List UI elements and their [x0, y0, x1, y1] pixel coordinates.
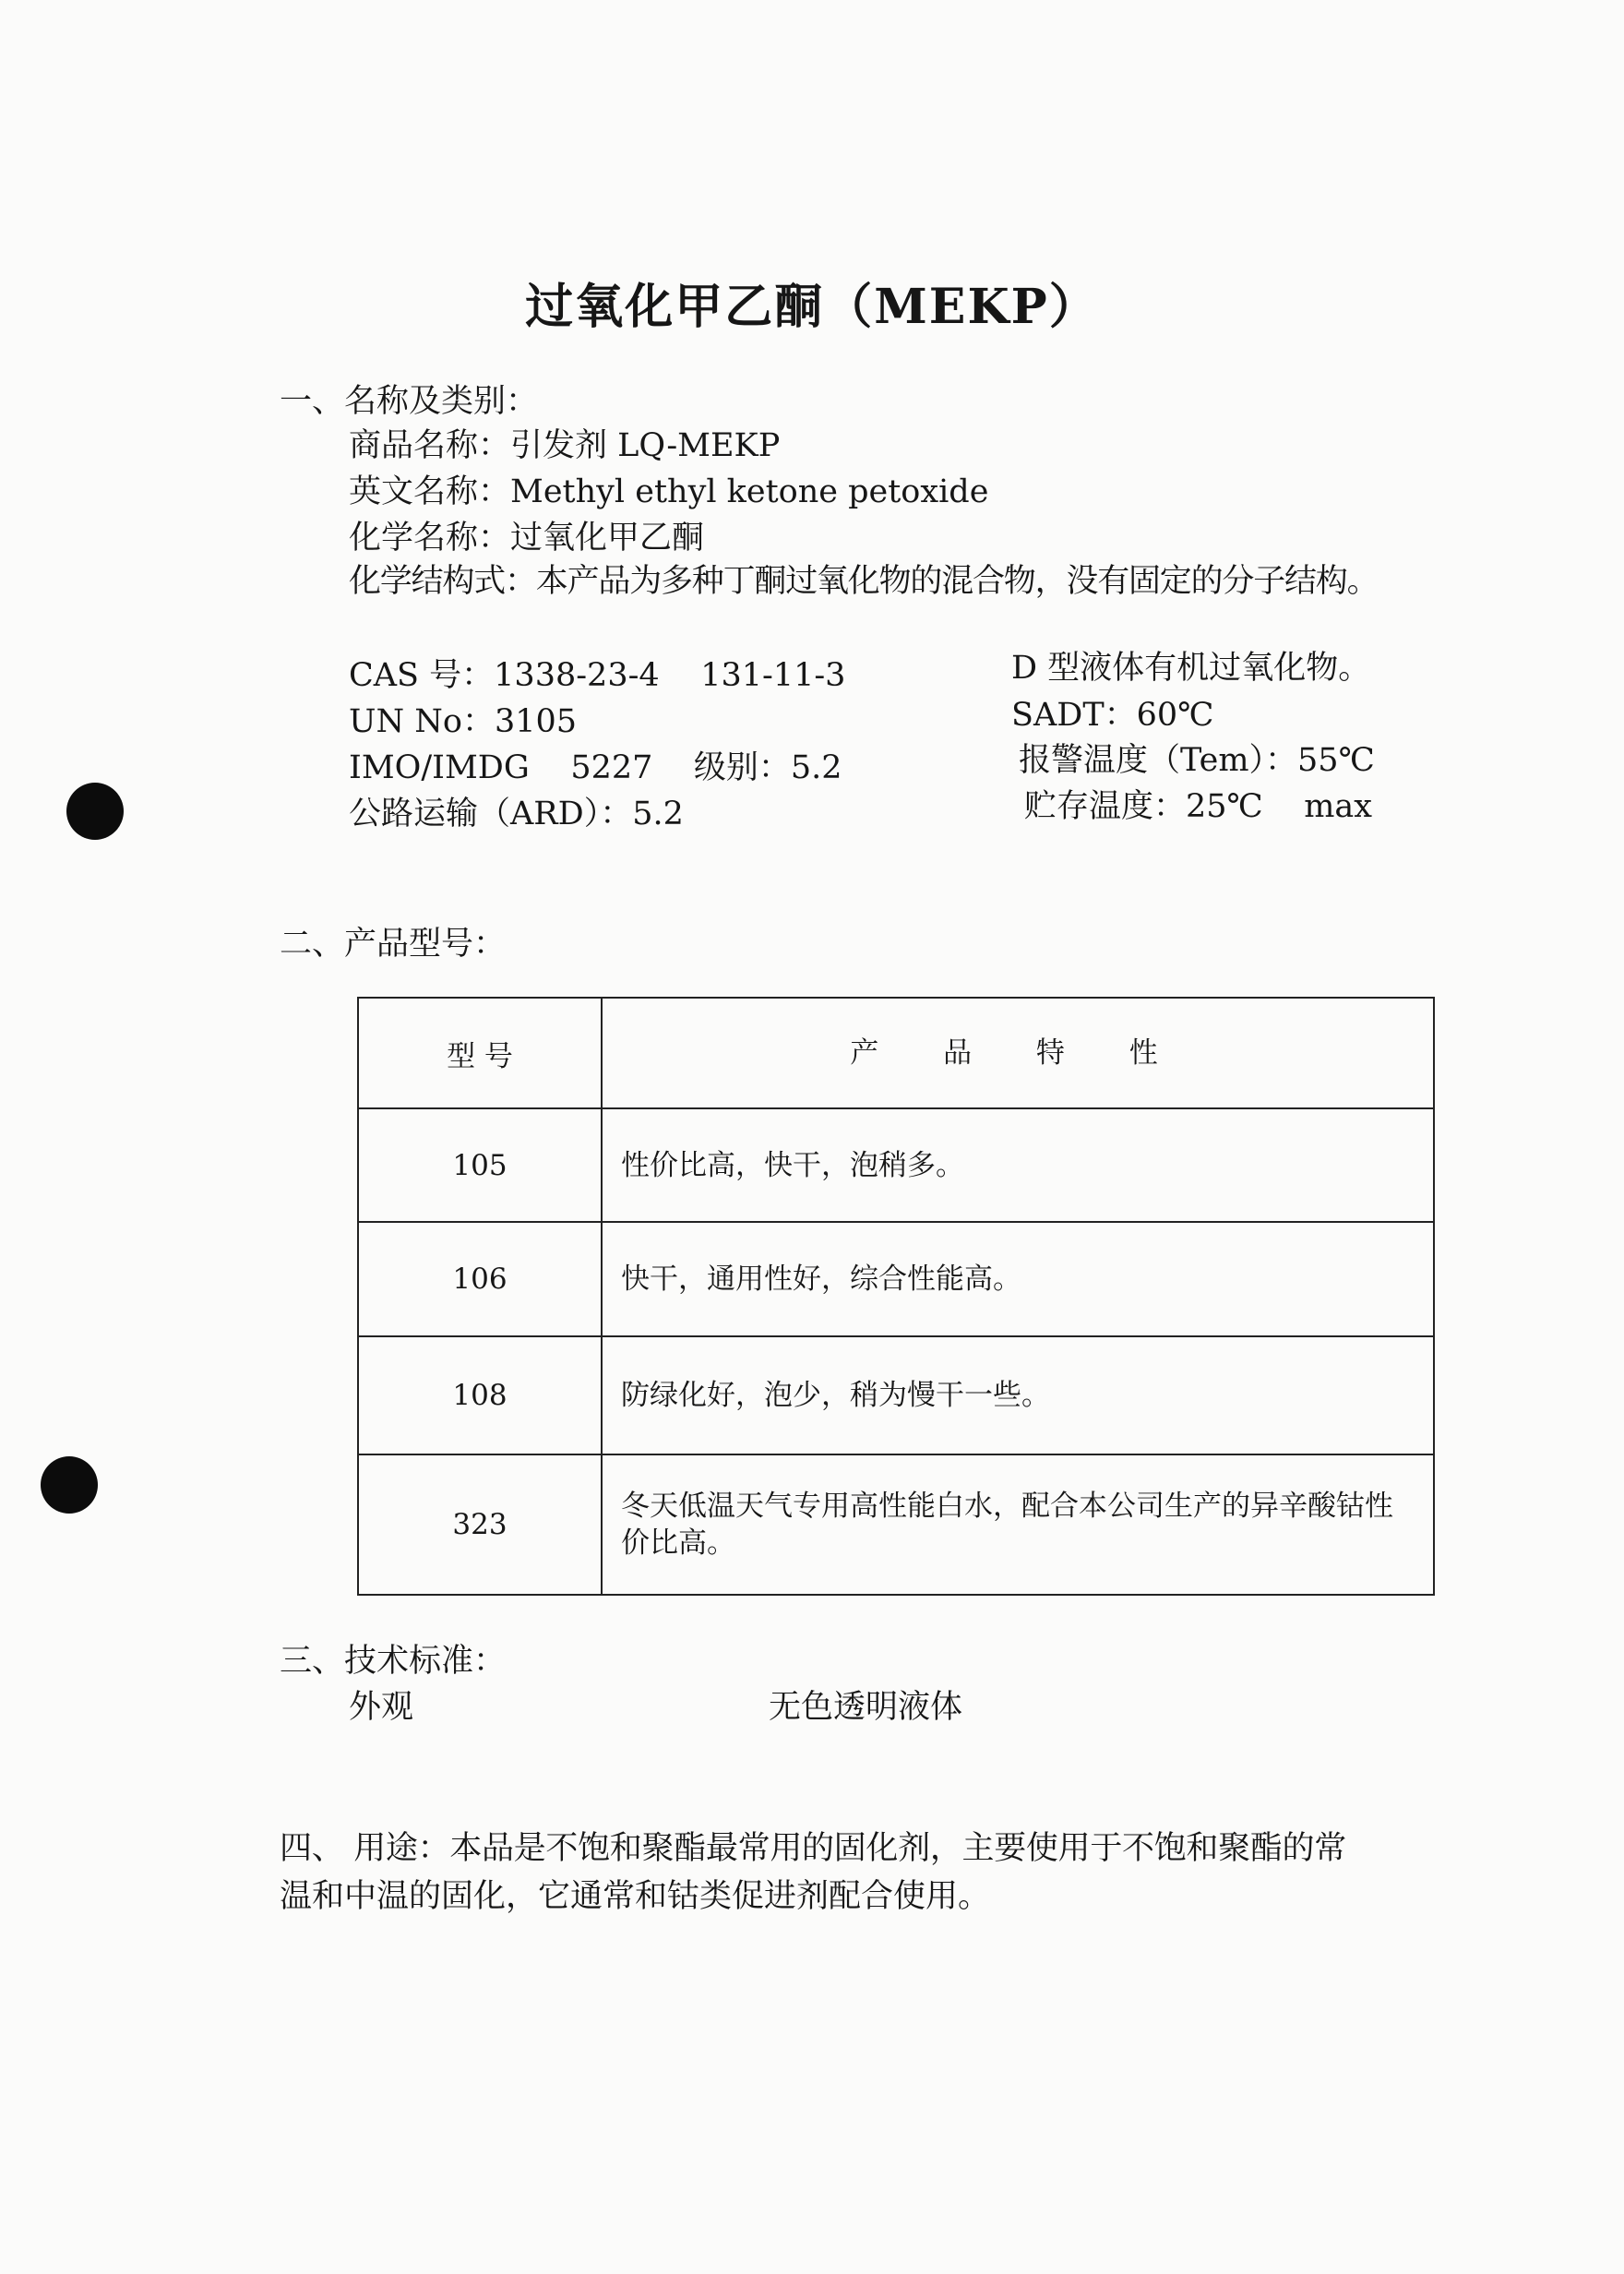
storage-temperature: 贮存温度：25℃ max	[1024, 788, 1372, 825]
model-cell: 106	[358, 1222, 602, 1336]
header-feature: 产 品 特 性	[602, 998, 1434, 1108]
peroxide-type: D 型液体有机过氧化物。	[1011, 650, 1371, 687]
table-row	[358, 1108, 1434, 1222]
page-title: 过氧化甲乙酮（MEKP）	[525, 279, 1099, 335]
feature-cell: 快干，通用性好，综合性能高。	[602, 1222, 1434, 1336]
table-header-row	[358, 998, 1434, 1108]
section-4-usage-line-2: 温和中温的固化，它通常和钴类促进剂配合使用。	[280, 1878, 991, 1915]
model-cell: 105	[358, 1108, 602, 1222]
table-row	[358, 1454, 1434, 1595]
chemical-name: 化学名称：过氧化甲乙酮	[349, 520, 705, 557]
product-table	[357, 997, 1435, 1596]
alarm-temperature: 报警温度（Tem）：55℃	[1019, 742, 1375, 779]
section-3-heading: 三、技术标准：	[280, 1643, 507, 1680]
section-4-usage-line-1: 四、 用途：本品是不饱和聚酯最常用的固化剂，主要使用于不饱和聚酯的常	[280, 1830, 1346, 1867]
feature-cell: 性价比高，快干，泡稍多。	[602, 1108, 1434, 1222]
section-2-heading: 二、产品型号：	[280, 926, 507, 963]
imo-imdg: IMO/IMDG 5227 级别：5.2	[349, 749, 842, 786]
sadt: SADT：60℃	[1011, 697, 1214, 734]
feature-cell: 防绿化好，泡少，稍为慢干一些。	[602, 1336, 1434, 1454]
english-name: 英文名称：Methyl ethyl ketone petoxide	[349, 473, 989, 510]
section-1-heading: 一、名称及类别：	[280, 383, 539, 420]
cas-number: CAS 号：1338-23-4 131-11-3	[349, 657, 846, 694]
appearance-value: 无色透明液体	[769, 1689, 963, 1726]
model-cell: 323	[358, 1454, 602, 1595]
table-row	[358, 1222, 1434, 1336]
feature-cell: 冬天低温天气专用高性能白水，配合本公司生产的异辛酸钴性价比高。	[602, 1454, 1434, 1595]
appearance-label: 外观	[349, 1689, 414, 1726]
un-number: UN No：3105	[349, 703, 578, 740]
table-row	[358, 1336, 1434, 1454]
trade-name: 商品名称：引发剂 LQ-MEKP	[349, 427, 781, 464]
chemical-structure: 化学结构式：本产品为多种丁酮过氧化物的混合物，没有固定的分子结构。	[349, 563, 1379, 600]
punch-hole-top	[66, 783, 124, 840]
header-model: 型 号	[358, 998, 602, 1108]
model-cell: 108	[358, 1336, 602, 1454]
punch-hole-bottom	[41, 1456, 98, 1514]
road-transport: 公路运输（ARD）：5.2	[349, 796, 684, 832]
